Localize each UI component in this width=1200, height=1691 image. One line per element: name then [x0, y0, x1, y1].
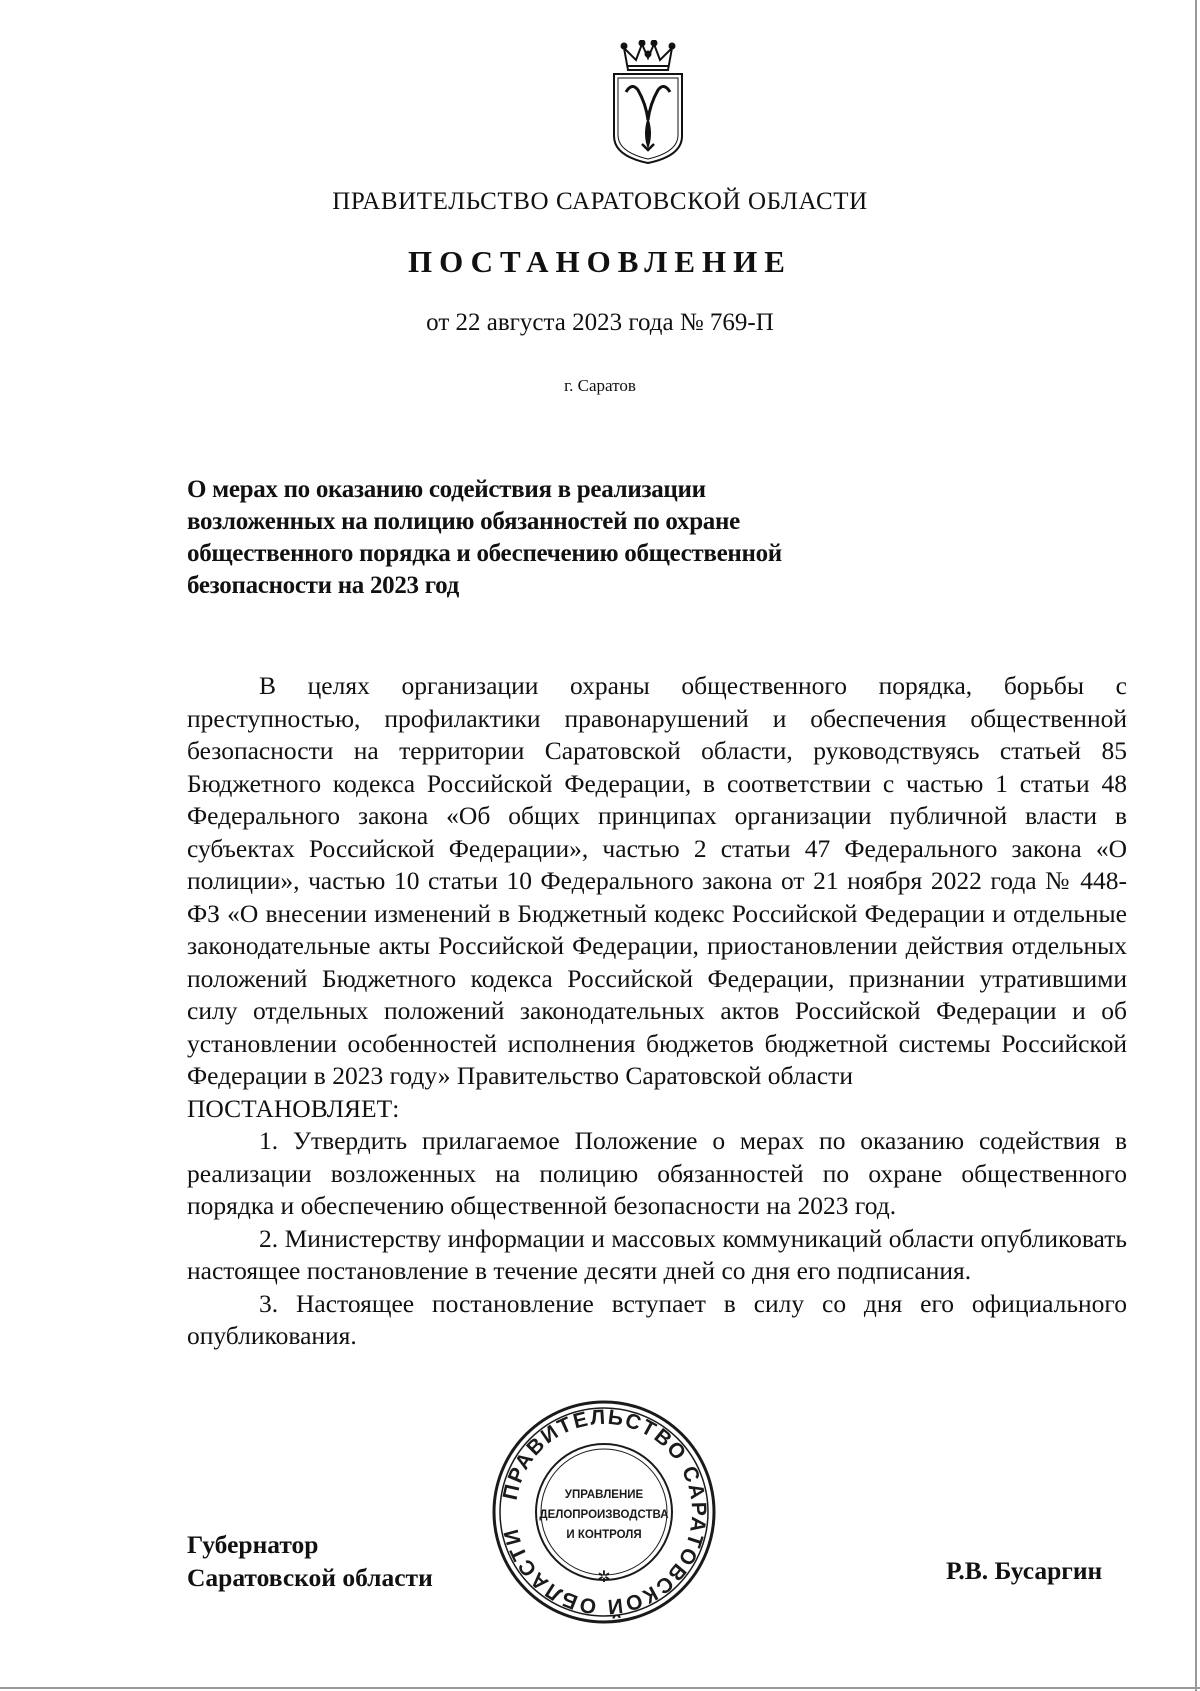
- clause-3: 3. Настоящее постановление вступает в силу со дня его официального опубликования.: [187, 1288, 1127, 1350]
- stamp-inner-line-3: И КОНТРОЛЯ: [566, 1529, 642, 1541]
- preamble-paragraph: В целях организации охраны общественного порядка, борьбы с преступностью, профилактики правонарушений и обеспечения общественной безопасности на территории Саратовской области, руководствуясь статьей 85 Бюджетного кодекса Российской Федерации, в соответствии с частью 1 статьи 48 Федерального закона «Об общих принципах организации публичной власти в субъектах Российской Федерации», частью 2 статьи 47 Федерального закона «О полиции», частью 10 статьи 10 Федерального закона от 21 ноября 2022 года № 448-ФЗ «О внесении изменений в Бюджетный кодекс Российской Федерации и отдельные законодательные акты Российской Федерации, приостановлении действия отдельных положений Бюджетного кодекса Российской Федерации, признании утратившими силу отдельных положений законодательных актов Российской Федерации и об установлении особенностей исполнения бюджетов бюджетной системы Российской Федерации в 2023 году» Правительство Саратовской области: [187, 671, 1127, 1090]
- clause-1: 1. Утвердить прилагаемое Положение о мерах по оказанию содействия в реализации возложенных на полицию обязанностей по охране общественного порядка и обеспечению общественной безопасности на 2023 год.: [187, 1126, 1127, 1220]
- scan-bottom-edge: [0, 1687, 1200, 1689]
- document-subject: О мерах по оказанию содействия в реализации возложенных на полицию обязанностей по охране общественного порядка и обеспечению общественной безопасности на 2023 год: [187, 476, 782, 599]
- scan-right-edge: [1195, 0, 1197, 1691]
- signatory-title-line-1: Губернатор: [187, 1530, 319, 1559]
- clause-2: 2. Министерству информации и массовых коммуникаций области опубликовать настоящее постановление в течение десяти дней со дня его подписания.: [187, 1223, 1127, 1285]
- signatory-title-line-2: Саратовской области: [187, 1563, 433, 1592]
- decree-word: ПОСТАНОВЛЯЕТ:: [187, 1093, 400, 1123]
- saratov-oblast-coat-of-arms-icon: [606, 40, 690, 166]
- document-body: [187, 670, 1127, 1353]
- document-date-number: от 22 августа 2023 года № 769-П: [426, 309, 774, 336]
- official-stamp: [490, 1398, 718, 1626]
- organization-name: ПРАВИТЕЛЬСТВО САРАТОВСКОЙ ОБЛАСТИ: [332, 188, 868, 215]
- document-type: ПОСТАНОВЛЕНИЕ: [408, 244, 792, 279]
- signatory-title: [187, 1528, 433, 1594]
- stamp-outer-text: ПРАВИТЕЛЬСТВО САРАТОВСКОЙ ОБЛАСТИ: [498, 1405, 711, 1619]
- stamp-inner-line-2: ДЕЛОПРОИЗВОДСТВА: [539, 1509, 669, 1521]
- stamp-inner-line-1: УПРАВЛЕНИЕ: [564, 1489, 644, 1501]
- document-city: г. Саратов: [564, 376, 636, 395]
- signatory-name: Р.В. Бусаргин: [946, 1556, 1103, 1585]
- svg-text:✲: ✲: [597, 1569, 611, 1586]
